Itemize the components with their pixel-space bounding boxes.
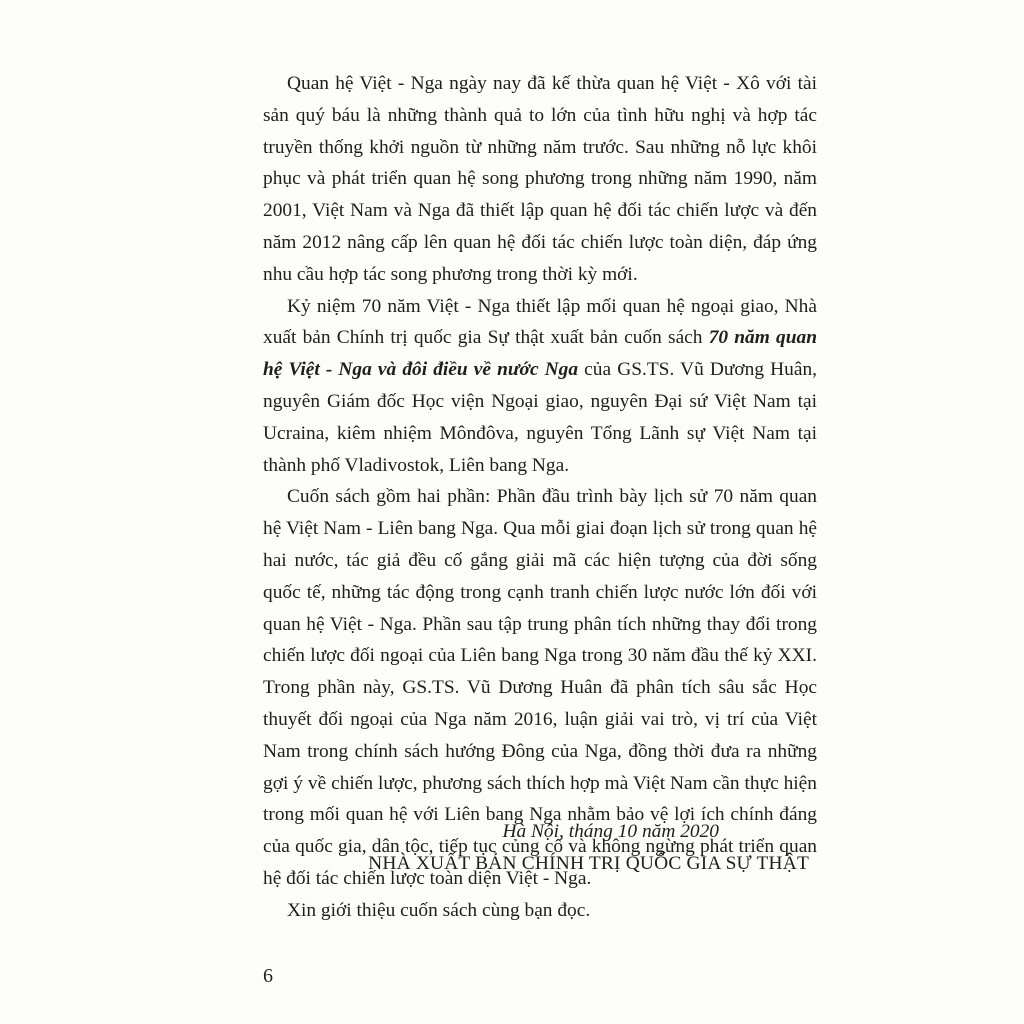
body-text	[263, 68, 817, 927]
paragraph-book-content: Cuốn sách gồm hai phần: Phần đầu trình bày lịch sử 70 năm quan hệ Việt Nam - Liên bang Nga. Qua mỗi giai đoạn lịch sử trong quan hệ hai nước, tác giả đều cố gắng giải mã các hiện tượng của đời sống quốc tế, những tác động trong cạnh tranh chiến lược nước lớn đối với quan hệ Việt - Nga. Phần sau tập trung phân tích những thay đổi trong chiến lược đối ngoại của Liên bang Nga trong 30 năm đầu thế kỷ XXI. Trong phần này, GS.TS. Vũ Dương Huân đã phân tích sâu sắc Học thuyết đối ngoại của Nga năm 2016, luận giải vai trò, vị trí của Việt Nam trong chính sách hướng Đông của Nga, đồng thời đưa ra những gợi ý về chiến lược, phương sách thích hợp mà Việt Nam cần thực hiện trong mối quan hệ với Liên bang Nga nhằm bảo vệ lợi ích chính đáng của quốc gia, dân tộc, tiếp tục củng cố và không ngừng phát triển quan hệ đối tác chiến lược toàn diện Việt - Nga.	[263, 486, 817, 889]
page-number: 6	[263, 965, 273, 987]
paragraph-text: Kỷ niệm 70 năm Việt - Nga thiết lập mối quan hệ ngoại giao, Nhà xuất bản Chính trị quốc gia Sự thật xuất bản cuốn sách	[263, 295, 817, 349]
paragraph-book-announcement	[263, 291, 817, 482]
paragraph-closing: Xin giới thiệu cuốn sách cùng bạn đọc.	[287, 899, 591, 921]
paragraph-intro: Quan hệ Việt - Nga ngày nay đã kế thừa quan hệ Việt - Xô với tài sản quý báu là những thành quả to lớn của tình hữu nghị và hợp tác truyền thống khởi nguồn từ những năm trước. Sau những nỗ lực khôi phục và phát triển quan hệ song phương trong những năm 1990, năm 2001, Việt Nam và Nga đã thiết lập quan hệ đối tác chiến lược và đến năm 2012 nâng cấp lên quan hệ đối tác chiến lược toàn diện, đáp ứng nhu cầu hợp tác song phương trong thời kỳ mới.	[263, 73, 817, 285]
signoff-date: Hà Nội, tháng 10 năm 2020	[502, 821, 719, 842]
signoff	[263, 816, 817, 880]
signoff-publisher: NHÀ XUẤT BẢN CHÍNH TRỊ QUỐC GIA SỰ THẬT	[368, 853, 809, 874]
paragraph-text: của GS.TS. Vũ Dương Huân, nguyên Giám đốc Học viện Ngoại giao, nguyên Đại sứ Việt Nam tại Ucraina, kiêm nhiệm Mônđôva, nguyên Tổng Lãnh sự Việt Nam tại thành phố Vladivostok, Liên bang Nga.	[263, 359, 817, 476]
book-title: 70 năm quan hệ Việt - Nga và đôi điều về nước Nga	[263, 327, 817, 381]
